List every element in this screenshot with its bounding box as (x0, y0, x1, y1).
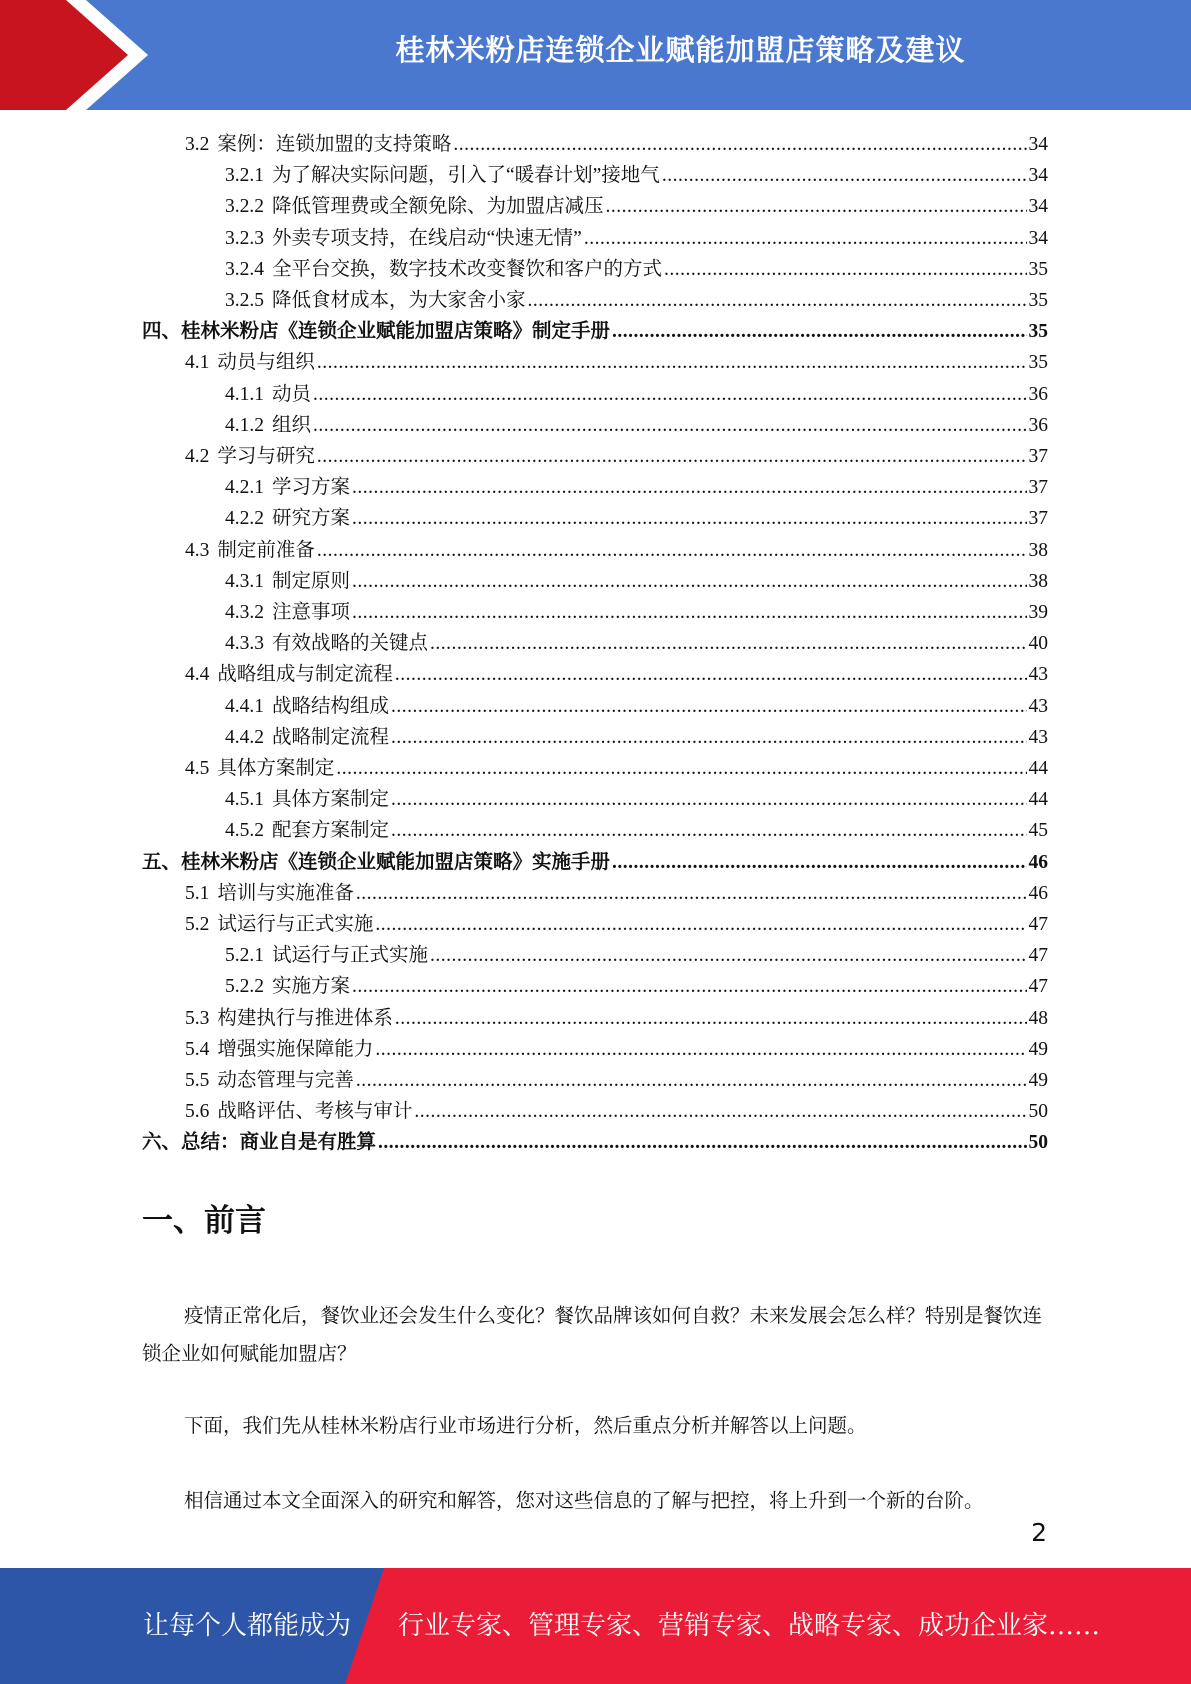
toc-entry[interactable] (185, 1002, 1048, 1033)
toc-entry[interactable] (225, 222, 1048, 253)
chevron-arrow-icon (0, 0, 160, 110)
toc-entry-page: 37 (1028, 446, 1048, 467)
toc-leader-dots (612, 852, 1026, 874)
toc-entry[interactable] (225, 627, 1048, 658)
toc-entry-number: 4.1 (185, 352, 210, 374)
toc-entry[interactable] (225, 159, 1048, 190)
toc-entry[interactable] (225, 190, 1048, 221)
toc-entry[interactable] (225, 970, 1048, 1001)
toc-leader-dots (606, 196, 1027, 218)
toc-entry-title: 动员与组织 (217, 352, 315, 374)
toc-entry-page: 47 (1028, 945, 1048, 967)
toc-entry-title: 五、桂林米粉店《连锁企业赋能加盟店策略》实施手册 (142, 851, 611, 873)
toc-leader-dots (352, 571, 1026, 593)
toc-leader-dots (391, 789, 1026, 811)
toc-entry-number: 3.2.2 (225, 196, 264, 218)
toc-entry-number: 4.2.1 (225, 477, 264, 499)
toc-entry-page: 36 (1028, 414, 1048, 436)
toc-entry-title: 战略评估、考核与审计 (217, 1101, 413, 1123)
toc-entry-number: 4.2 (185, 446, 210, 467)
toc-entry-page: 34 (1028, 196, 1048, 218)
toc-entry-page: 45 (1028, 820, 1048, 842)
toc-entry-title: 降低食材成本，为大家舍小家 (272, 290, 526, 311)
toc-leader-dots (584, 228, 1027, 250)
toc-leader-dots (414, 1101, 1026, 1123)
toc-entry-number: 4.5.2 (225, 820, 264, 842)
toc-entry[interactable] (185, 128, 1048, 159)
toc-entry[interactable] (185, 658, 1048, 689)
toc-leader-dots (317, 446, 1027, 468)
document-title: 桂林米粉店连锁企业赋能加盟店策略及建议 (395, 33, 966, 67)
toc-entry-title: 学习与研究 (217, 446, 315, 467)
toc-leader-dots (430, 945, 1026, 967)
toc-entry-page: 39 (1028, 602, 1048, 623)
toc-leader-dots (375, 1039, 1026, 1061)
toc-entry-title: 外卖专项支持，在线启动“快速无情” (272, 227, 582, 249)
toc-entry-page: 35 (1028, 352, 1048, 374)
toc-entry[interactable] (225, 690, 1048, 721)
toc-entry-number: 4.3.3 (225, 633, 264, 655)
toc-leader-dots (336, 758, 1026, 780)
toc-leader-dots (430, 633, 1026, 655)
toc-entry-title: 降低管理费或全额免除、为加盟店减压 (272, 196, 604, 218)
toc-leader-dots (352, 976, 1026, 998)
toc-entry-page: 37 (1028, 508, 1048, 530)
toc-entry-title: 动员 (272, 383, 312, 405)
toc-entry-number: 3.2.4 (225, 258, 264, 280)
toc-leader-dots (317, 352, 1027, 374)
toc-leader-dots (356, 1070, 1027, 1092)
toc-entry-title: 试运行与正式实施 (217, 914, 374, 935)
toc-entry-page: 48 (1028, 1007, 1048, 1029)
toc-entry-title: 动态管理与完善 (217, 1070, 354, 1091)
toc-leader-dots (313, 415, 1026, 437)
toc-entry[interactable] (185, 752, 1048, 783)
toc-leader-dots (662, 165, 1027, 187)
toc-entry-title: 试运行与正式实施 (272, 945, 429, 967)
toc-entry-page: 44 (1028, 758, 1048, 779)
toc-leader-dots (395, 1008, 1027, 1030)
toc-entry-page: 38 (1028, 570, 1048, 592)
toc-entry-title: 案例：连锁加盟的支持策略 (217, 134, 452, 155)
toc-entry-page: 44 (1028, 789, 1048, 811)
toc-entry-title: 配套方案制定 (272, 820, 390, 842)
toc-entry-number: 4.4.2 (225, 726, 264, 748)
toc-entry-page: 43 (1028, 695, 1048, 717)
toc-entry-number: 5.2 (185, 914, 210, 935)
toc-leader-dots (453, 134, 1026, 156)
intro-paragraph-2: 下面，我们先从桂林米粉店行业市场进行分析，然后重点分析并解答以上问题。 (184, 1416, 867, 1437)
toc-leader-dots (352, 508, 1026, 530)
toc-entry[interactable] (185, 534, 1048, 565)
toc-entry[interactable] (142, 315, 1048, 346)
toc-entry-title: 战略制定流程 (272, 726, 390, 748)
toc-leader-dots (391, 727, 1026, 749)
toc-entry-page: 37 (1028, 477, 1048, 499)
toc-entry-title: 有效战略的关键点 (272, 633, 429, 655)
toc-entry-number: 3.2.1 (225, 165, 264, 187)
toc-entry-title: 研究方案 (272, 508, 351, 530)
toc-entry-title: 战略结构组成 (272, 695, 390, 717)
toc-entry[interactable] (185, 440, 1048, 471)
toc-entry-title: 具体方案制定 (217, 758, 335, 779)
toc-entry-number: 3.2.3 (225, 227, 264, 249)
toc-entry-number: 4.1.2 (225, 414, 264, 436)
toc-entry[interactable] (185, 908, 1048, 939)
toc-entry[interactable] (185, 1033, 1048, 1064)
toc-entry-page: 40 (1028, 633, 1048, 655)
toc-entry-title: 全平台交换，数字技术改变餐饮和客户的方式 (272, 258, 663, 280)
toc-entry-title: 六、总结：商业自是有胜算 (142, 1132, 377, 1154)
toc-entry-page: 47 (1028, 976, 1048, 998)
toc-leader-dots (356, 883, 1027, 905)
toc-entry-page: 49 (1028, 1070, 1048, 1091)
toc-entry-page: 35 (1028, 258, 1048, 280)
toc-entry-number: 4.5 (185, 758, 210, 779)
toc-entry-number: 4.1.1 (225, 383, 264, 405)
toc-entry-title: 增强实施保障能力 (217, 1038, 374, 1060)
toc-entry[interactable] (225, 471, 1048, 502)
toc-entry[interactable] (185, 346, 1048, 377)
toc-entry-number: 4.4 (185, 664, 210, 686)
toc-entry[interactable] (225, 939, 1048, 970)
toc-entry-number: 4.4.1 (225, 695, 264, 717)
toc-entry-number: 4.3.2 (225, 602, 264, 623)
toc-entry[interactable] (225, 783, 1048, 814)
toc-entry-title: 四、桂林米粉店《连锁企业赋能加盟店策略》制定手册 (142, 321, 611, 343)
toc-entry-title: 为了解决实际问题，引入了“暖春计划”接地气 (272, 165, 660, 187)
toc-entry[interactable] (185, 1095, 1048, 1126)
toc-entry-number: 5.1 (185, 882, 210, 904)
toc-entry-page: 34 (1028, 227, 1048, 249)
toc-entry-page: 43 (1028, 664, 1048, 686)
toc-entry-title: 战略组成与制定流程 (217, 664, 393, 686)
toc-entry[interactable] (225, 721, 1048, 752)
toc-entry-number: 3.2 (185, 134, 210, 155)
toc-entry[interactable] (225, 409, 1048, 440)
toc-entry[interactable] (142, 1126, 1048, 1157)
toc-entry[interactable] (225, 378, 1048, 409)
toc-entry-number: 3.2.5 (225, 290, 264, 311)
toc-leader-dots (352, 477, 1026, 499)
toc-leader-dots (395, 664, 1027, 686)
toc-entry-page: 36 (1028, 383, 1048, 405)
toc-leader-dots (391, 696, 1026, 718)
toc-entry-title: 具体方案制定 (272, 789, 390, 811)
toc-entry-page: 49 (1028, 1038, 1048, 1060)
toc-entry-page: 46 (1028, 851, 1048, 873)
toc-leader-dots (391, 820, 1026, 842)
page-footer (0, 1568, 1191, 1684)
toc-entry-page: 34 (1028, 134, 1048, 155)
toc-entry-page: 35 (1028, 290, 1048, 311)
intro-paragraph-1: 疫情正常化后，餐饮业还会发生什么变化？餐饮品牌该如何自救？未来发展会怎么样？特别是餐饮连锁企业如何赋能加盟店？ (142, 1306, 1043, 1365)
section-heading: 一、前言 (142, 1203, 266, 1239)
toc-entry-page: 38 (1028, 539, 1048, 561)
intro-paragraph-3: 相信通过本文全面深入的研究和解答，您对这些信息的了解与把控，将上升到一个新的台阶。 (184, 1491, 984, 1512)
toc-entry-page: 34 (1028, 165, 1048, 187)
toc-leader-dots (612, 321, 1026, 343)
toc-entry-page: 47 (1028, 914, 1048, 935)
toc-leader-dots (378, 1132, 1026, 1154)
toc-leader-dots (664, 259, 1026, 281)
toc-entry-number: 4.3 (185, 539, 210, 561)
toc-entry-title: 制定原则 (272, 570, 351, 592)
toc-entry[interactable] (225, 502, 1048, 533)
toc-entry-title: 注意事项 (272, 602, 351, 623)
toc-entry-number: 5.3 (185, 1007, 210, 1029)
toc-entry[interactable] (142, 846, 1048, 877)
footer-slogan-left: 让每个人都能成为 (143, 1611, 352, 1641)
toc-entry-number: 4.2.2 (225, 508, 264, 530)
toc-entry-page: 50 (1028, 1132, 1048, 1154)
toc-entry-number: 5.4 (185, 1038, 210, 1060)
toc-entry-number: 4.5.1 (225, 789, 264, 811)
toc-leader-dots (317, 540, 1027, 562)
toc-entry[interactable] (225, 253, 1048, 284)
toc-entry-number: 5.6 (185, 1101, 210, 1123)
toc-leader-dots (352, 602, 1026, 624)
toc-entry-page: 43 (1028, 726, 1048, 748)
toc-entry[interactable] (185, 877, 1048, 908)
page-number: 2 (1031, 1518, 1047, 1547)
toc-entry-title: 学习方案 (272, 477, 351, 499)
toc-entry-number: 4.3.1 (225, 570, 264, 592)
page-header (0, 0, 1191, 110)
toc-entry-title: 培训与实施准备 (217, 882, 354, 904)
toc-entry[interactable] (225, 284, 1048, 315)
toc-entry-number: 5.2.2 (225, 976, 264, 998)
toc-entry[interactable] (225, 596, 1048, 627)
toc-entry-title: 组织 (272, 414, 312, 436)
footer-slogan-right: 行业专家、管理专家、营销专家、战略专家、成功企业家…… (398, 1611, 1101, 1641)
toc-entry-title: 制定前准备 (217, 539, 315, 561)
toc-leader-dots (528, 290, 1027, 312)
toc-entry-page: 35 (1028, 321, 1048, 343)
toc-leader-dots (313, 384, 1026, 406)
toc-entry-number: 5.2.1 (225, 945, 264, 967)
toc-entry[interactable] (185, 1064, 1048, 1095)
toc-entry-title: 构建执行与推进体系 (217, 1007, 393, 1029)
toc-entry-page: 50 (1028, 1101, 1048, 1123)
toc-entry-title: 实施方案 (272, 976, 351, 998)
toc-leader-dots (375, 914, 1026, 936)
toc-entry[interactable] (225, 565, 1048, 596)
toc-entry-number: 5.5 (185, 1070, 210, 1091)
toc-entry[interactable] (225, 814, 1048, 845)
toc-entry-page: 46 (1028, 882, 1048, 904)
